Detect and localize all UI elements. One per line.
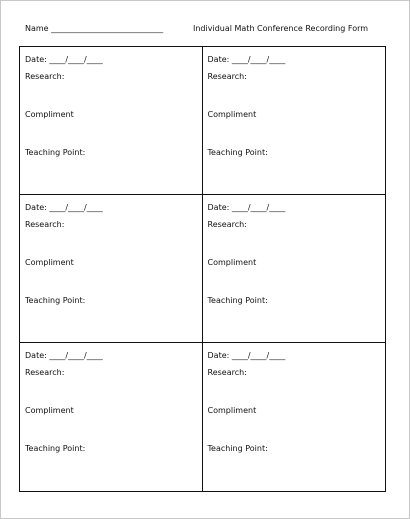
compliment-label: Compliment <box>207 110 257 119</box>
conference-entry-3 <box>20 195 203 343</box>
date-line: Date: ____/____/____ <box>25 351 103 360</box>
research-label: Research: <box>25 368 65 377</box>
conference-entry-6 <box>203 343 386 491</box>
compliment-label: Compliment <box>25 406 74 415</box>
research-label: Research: <box>25 72 65 81</box>
conference-entry-1 <box>20 47 203 195</box>
research-label: Research: <box>207 72 247 81</box>
teaching-point-label: Teaching Point: <box>207 444 268 453</box>
conference-grid <box>19 46 386 492</box>
research-label: Research: <box>207 368 247 377</box>
conference-entry-5 <box>20 343 203 491</box>
compliment-label: Compliment <box>207 406 257 415</box>
date-line: Date: ____/____/____ <box>25 203 103 212</box>
date-line: Date: ____/____/____ <box>207 203 286 212</box>
research-label: Research: <box>207 220 247 229</box>
date-line: Date: ____/____/____ <box>207 351 286 360</box>
teaching-point-label: Teaching Point: <box>25 444 86 453</box>
research-label: Research: <box>25 220 65 229</box>
student-name-line: Name ____________________________ <box>25 24 164 33</box>
date-line: Date: ____/____/____ <box>25 55 103 64</box>
teaching-point-label: Teaching Point: <box>207 296 268 305</box>
compliment-label: Compliment <box>25 258 74 267</box>
teaching-point-label: Teaching Point: <box>207 148 268 157</box>
conference-entry-4 <box>203 195 386 343</box>
compliment-label: Compliment <box>207 258 257 267</box>
form-header <box>25 22 390 36</box>
compliment-label: Compliment <box>25 110 74 119</box>
teaching-point-label: Teaching Point: <box>25 296 86 305</box>
conference-entry-2 <box>203 47 386 195</box>
teaching-point-label: Teaching Point: <box>25 148 86 157</box>
form-title: Individual Math Conference Recording Form <box>193 24 369 33</box>
date-line: Date: ____/____/____ <box>207 55 286 64</box>
